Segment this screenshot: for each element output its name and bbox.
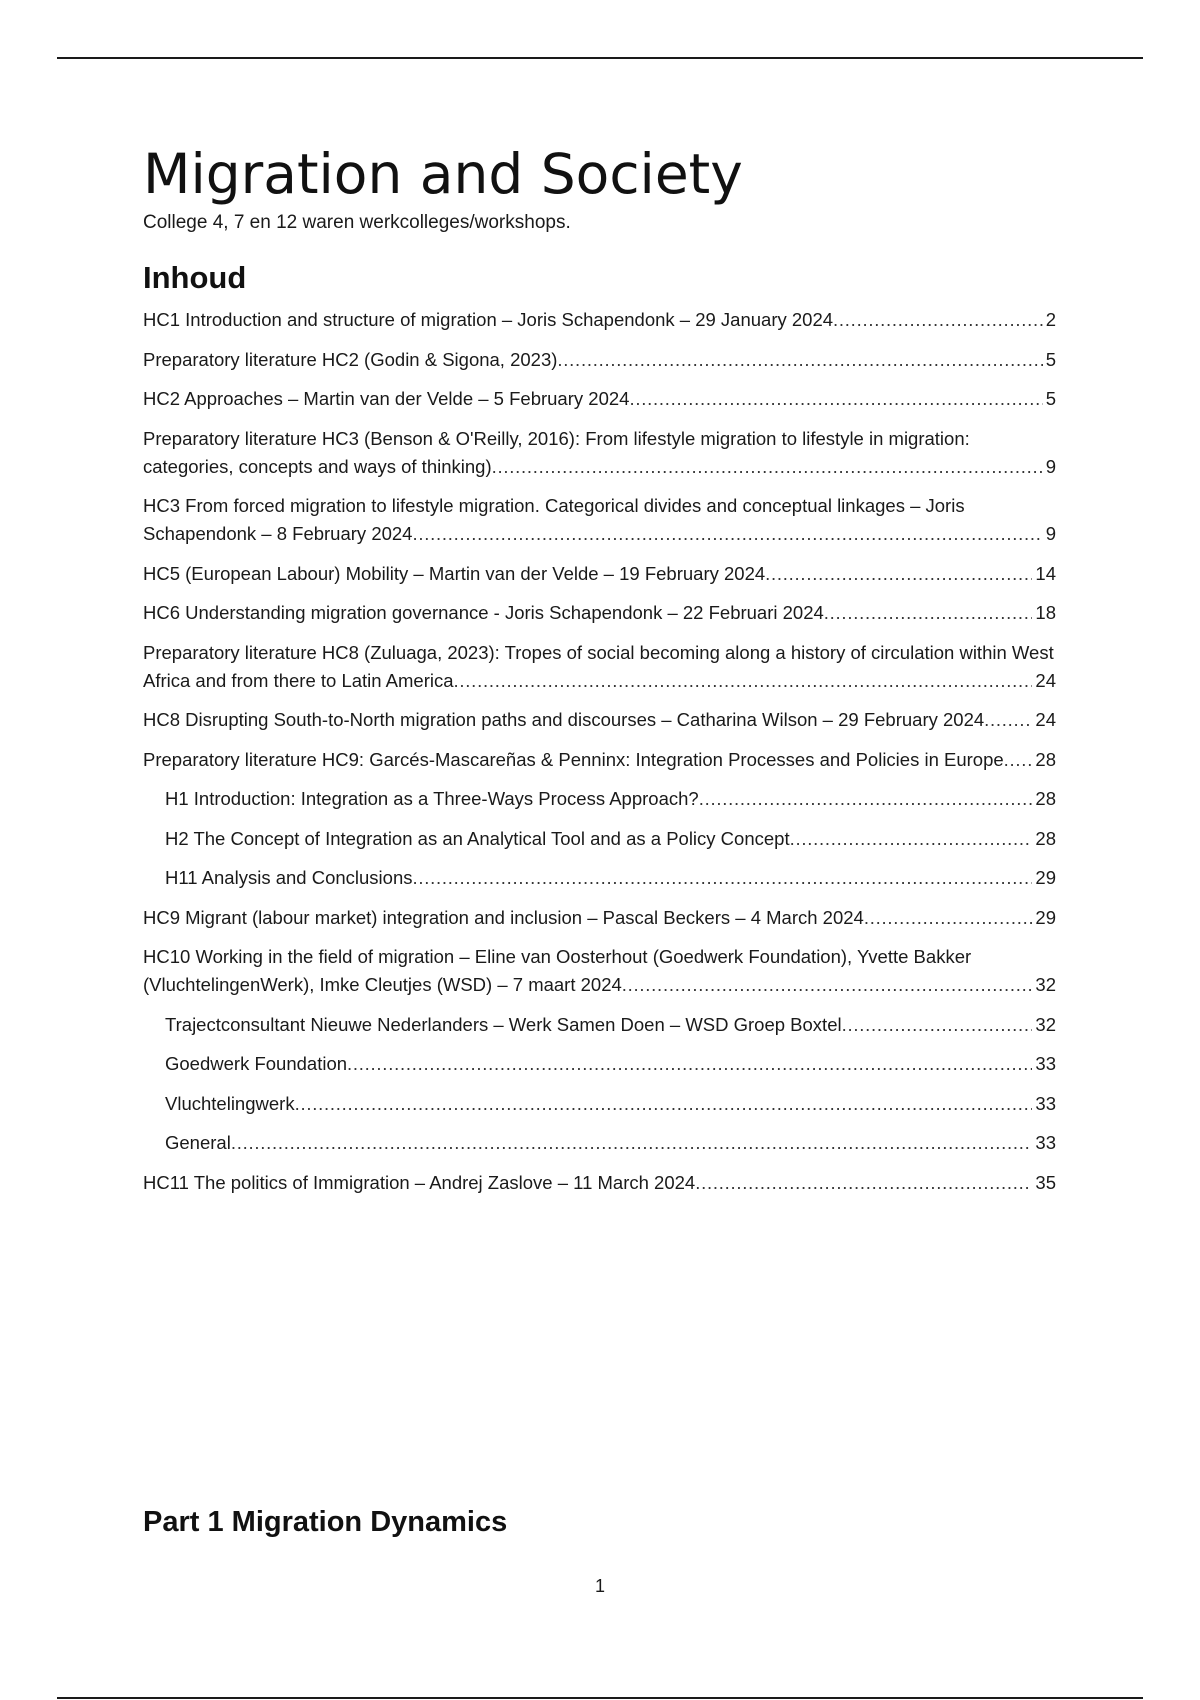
- toc-entry-title: Preparatory literature HC8 (Zuluaga, 2023): Tropes of social becoming along a history of circulation within West Africa and from there to Latin America . . .: [143, 642, 1054, 691]
- toc-entry-page: 32: [1032, 971, 1056, 999]
- toc-entry[interactable]: [143, 560, 1056, 588]
- toc-entry[interactable]: [143, 1169, 1056, 1197]
- toc-entry[interactable]: [143, 943, 1056, 999]
- toc-entry-page: 32: [1032, 1011, 1056, 1039]
- toc-entry-title: HC10 Working in the field of migration – Eline van Oosterhout (Goedwerk Foundation), Yvette Bakker (VluchtelingenWerk), Imke Cleutjes (WSD) – 7 maart 2024 . . .: [143, 946, 971, 995]
- table-of-contents: [143, 306, 1056, 1197]
- toc-entry-title: HC9 Migrant (labour market) integration and inclusion – Pascal Beckers – 4 March 2024 . . .: [143, 907, 864, 928]
- toc-entry[interactable]: [143, 864, 1056, 892]
- toc-entry[interactable]: [143, 425, 1056, 481]
- toc-entry[interactable]: [143, 1011, 1056, 1039]
- toc-entry-title: Goedwerk Foundation . . .: [165, 1053, 347, 1074]
- toc-entry-title: Trajectconsultant Nieuwe Nederlanders – Werk Samen Doen – WSD Groep Boxtel . . .: [165, 1014, 842, 1035]
- toc-entry[interactable]: [143, 346, 1056, 374]
- toc-entry-title: HC3 From forced migration to lifestyle migration. Categorical divides and conceptual linkages – Joris Schapendonk – 8 February 2024 . . .: [143, 495, 965, 544]
- toc-entry[interactable]: [143, 1050, 1056, 1078]
- part-heading: Part 1 Migration Dynamics: [143, 1506, 508, 1538]
- toc-entry-page: 24: [1032, 706, 1056, 734]
- toc-entry-page: 14: [1032, 560, 1056, 588]
- toc-entry-page: 2: [1043, 306, 1056, 334]
- toc-entry[interactable]: [143, 904, 1056, 932]
- document-subtitle: College 4, 7 en 12 waren werkcolleges/workshops.: [143, 212, 571, 233]
- toc-entry-page: 28: [1032, 746, 1056, 774]
- toc-entry[interactable]: [143, 385, 1056, 413]
- toc-entry-title: HC6 Understanding migration governance - Joris Schapendonk – 22 Februari 2024 . . .: [143, 602, 824, 623]
- toc-entry[interactable]: [143, 599, 1056, 627]
- toc-entry-title: HC5 (European Labour) Mobility – Martin van der Velde – 19 February 2024 . . .: [143, 563, 765, 584]
- toc-entry-page: 29: [1032, 864, 1056, 892]
- document-title: Migration and Society: [143, 142, 743, 206]
- toc-entry-title: Preparatory literature HC2 (Godin & Sigona, 2023) . . .: [143, 349, 557, 370]
- toc-entry-title: Preparatory literature HC3 (Benson & O'Reilly, 2016): From lifestyle migration to lifestyle in migration: categories, concepts and ways of thinking) . . .: [143, 428, 970, 477]
- toc-entry-title: HC2 Approaches – Martin van der Velde – 5 February 2024 . . .: [143, 388, 629, 409]
- page-number: 1: [594, 1576, 605, 1596]
- toc-entry-page: 29: [1032, 904, 1056, 932]
- toc-entry-page: 35: [1032, 1169, 1056, 1197]
- toc-entry-page: 18: [1032, 599, 1056, 627]
- header-rule: [57, 57, 1143, 59]
- toc-entry[interactable]: [143, 706, 1056, 734]
- toc-entry-title: H1 Introduction: Integration as a Three-Ways Process Approach? . . .: [165, 788, 699, 809]
- toc-entry-title: General . . .: [165, 1132, 231, 1153]
- toc-entry-page: 9: [1043, 520, 1056, 548]
- toc-entry[interactable]: [143, 785, 1056, 813]
- toc-heading: Inhoud: [143, 260, 247, 295]
- toc-entry[interactable]: [143, 1090, 1056, 1118]
- toc-entry[interactable]: [143, 492, 1056, 548]
- toc-entry-page: 33: [1032, 1050, 1056, 1078]
- toc-entry-title: HC11 The politics of Immigration – Andrej Zaslove – 11 March 2024 . . .: [143, 1172, 695, 1193]
- toc-entry-page: 24: [1032, 667, 1056, 695]
- toc-entry-title: HC8 Disrupting South-to-North migration paths and discourses – Catharina Wilson – 29 February 2024 . . .: [143, 709, 984, 730]
- toc-entry-page: 9: [1043, 453, 1056, 481]
- toc-entry-page: 33: [1032, 1090, 1056, 1118]
- toc-entry-page: 28: [1032, 825, 1056, 853]
- toc-entry-title: H2 The Concept of Integration as an Analytical Tool and as a Policy Concept . . .: [165, 828, 790, 849]
- toc-entry-page: 28: [1032, 785, 1056, 813]
- toc-entry-title: Vluchtelingwerk . . .: [165, 1093, 295, 1114]
- toc-entry[interactable]: [143, 306, 1056, 334]
- footer-rule: [57, 1697, 1143, 1699]
- toc-entry-title: Preparatory literature HC9: Garcés-Mascareñas & Penninx: Integration Processes and Policies in Europe . . .: [143, 749, 1004, 770]
- toc-entry[interactable]: [143, 825, 1056, 853]
- toc-entry-title: HC1 Introduction and structure of migration – Joris Schapendonk – 29 January 2024 . . .: [143, 309, 833, 330]
- toc-entry-page: 5: [1043, 346, 1056, 374]
- toc-entry-page: 5: [1043, 385, 1056, 413]
- page-content: [143, 138, 1056, 1208]
- toc-entry[interactable]: [143, 746, 1056, 774]
- toc-entry-page: 33: [1032, 1129, 1056, 1157]
- toc-entry[interactable]: [143, 639, 1056, 695]
- toc-entry-title: H11 Analysis and Conclusions . . .: [165, 867, 413, 888]
- toc-entry[interactable]: [143, 1129, 1056, 1157]
